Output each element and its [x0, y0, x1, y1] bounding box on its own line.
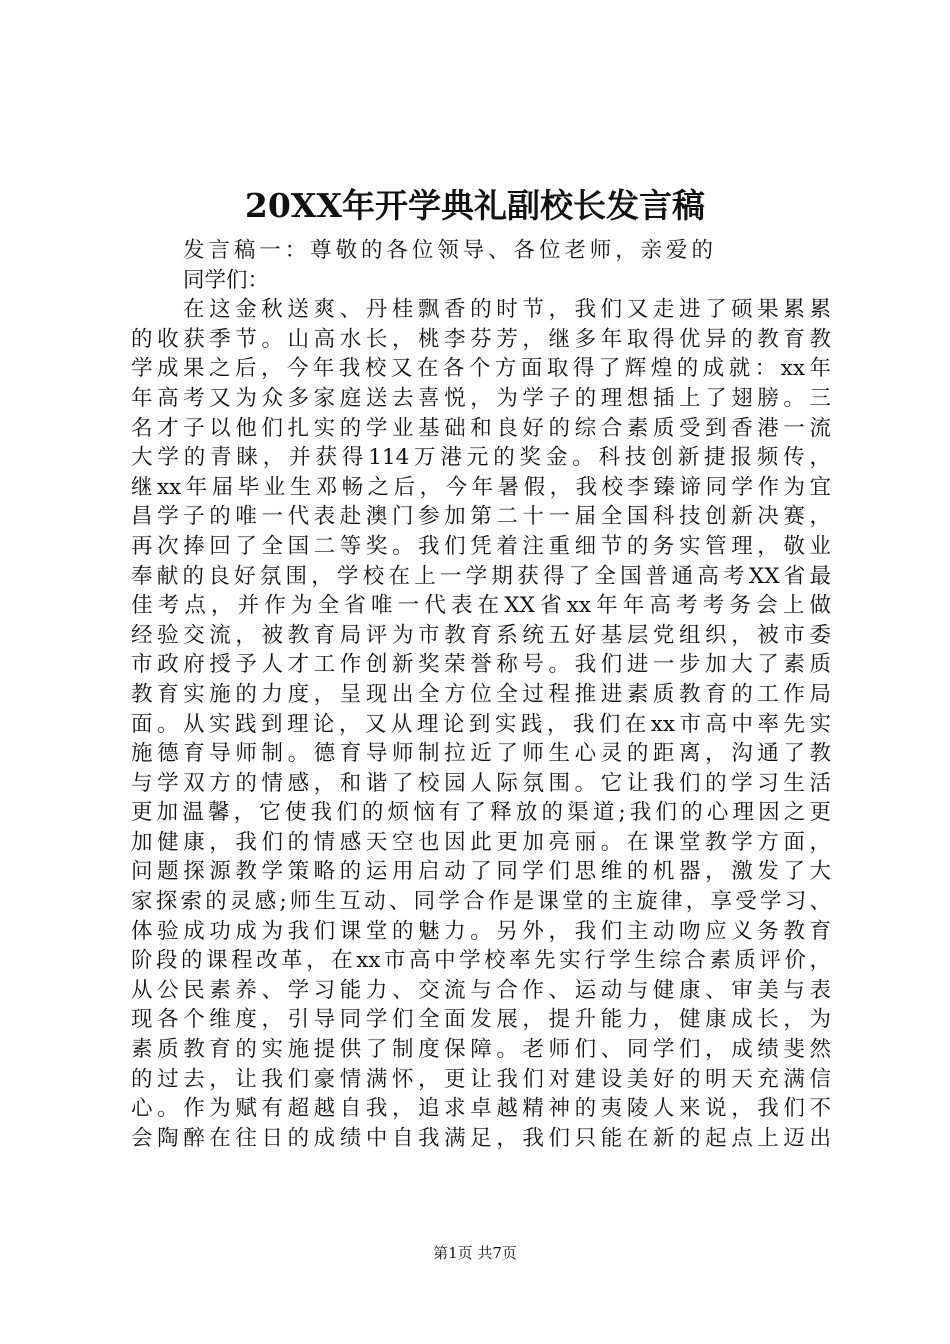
- paragraph-line: 更加温馨，它使我们的烦恼有了释放的渠道;我们的心理因之更: [131, 800, 831, 826]
- paragraph-line: 学成果之后，今年我校又在各个方面取得了辉煌的成就：xx年: [131, 356, 831, 382]
- paragraph-line: 体验成功成为我们课堂的魅力。另外，我们主动吻应义务教育: [131, 918, 831, 944]
- paragraph-line: 问题探源教学策略的运用启动了同学们思维的机器，激发了大: [131, 859, 831, 885]
- document-body: [131, 236, 831, 1153]
- paragraph-line: 从公民素养、学习能力、交流与合作、运动与健康、审美与表: [131, 977, 831, 1003]
- paragraph-line: 经验交流，被教育局评为市教育系统五好基层党组织，被市委: [131, 622, 831, 648]
- greeting-line: 同学们：: [183, 267, 270, 293]
- paragraph-line: 教育实施的力度，呈现出全方位全过程推进素质教育的工作局: [131, 681, 831, 707]
- paragraph-line: 名才子以他们扎实的学业基础和良好的综合素质受到香港一流: [131, 415, 831, 441]
- paragraph-line: 家探索的灵感;师生互动、同学合作是课堂的主旋律，享受学习、: [131, 889, 831, 915]
- greeting-line: 发言稿一：尊敬的各位领导、各位老师，亲爱的: [183, 238, 713, 263]
- paragraph-line: 会陶醉在往日的成绩中自我满足，我们只能在新的起点上迈出: [131, 1125, 831, 1151]
- paragraph-line: 加健康，我们的情感天空也因此更加亮丽。在课堂教学方面，: [131, 829, 831, 855]
- document-title: 20XX年开学典礼副校长发言稿: [244, 186, 706, 225]
- paragraph-line: 继xx年届毕业生邓畅之后，今年暑假，我校李臻谛同学作为宜: [131, 474, 831, 500]
- paragraph-line: 昌学子的唯一代表赴澳门参加第二十一届全国科技创新决赛，: [131, 504, 831, 530]
- paragraph-line: 与学双方的情感，和谐了校园人际氛围。它让我们的学习生活: [131, 770, 831, 796]
- paragraph-line: 大学的青睐，并获得114万港元的奖金。科技创新捷报频传，: [131, 445, 831, 471]
- paragraph-line: 市政府授予人才工作创新奖荣誉称号。我们进一步加大了素质: [131, 652, 831, 678]
- paragraph-line: 素质教育的实施提供了制度保障。老师们、同学们，成绩斐然: [131, 1037, 831, 1063]
- paragraph-line: 佳考点，并作为全省唯一代表在XX省xx年年高考考务会上做: [131, 593, 831, 619]
- paragraph-line: 奉献的良好氛围，学校在上一学期获得了全国普通高考XX省最: [131, 563, 831, 589]
- paragraph-line: 的过去，让我们豪情满怀，更让我们对建设美好的明天充满信: [131, 1066, 831, 1092]
- paragraph-line: 阶段的课程改革，在xx市高中学校率先实行学生综合素质评价，: [131, 948, 831, 974]
- paragraph-line: 现各个维度，引导同学们全面发展，提升能力，健康成长，为: [131, 1007, 831, 1033]
- paragraph-line: 施德育导师制。德育导师制拉近了师生心灵的距离，沟通了教: [131, 741, 831, 767]
- paragraph-line: 在这金秋送爽、丹桂飘香的时节，我们又走进了硕果累累: [183, 297, 831, 323]
- page-number: 第1页 共7页: [433, 1244, 517, 1262]
- paragraph-line: 年高考又为众多家庭送去喜悦，为学子的理想插上了翅膀。三: [131, 385, 831, 411]
- paragraph-line: 的收获季节。山高水长，桃李芬芳，继多年取得优异的教育教: [131, 326, 831, 352]
- paragraph-line: 面。从实践到理论，又从理论到实践，我们在xx市高中率先实: [131, 711, 831, 737]
- paragraph-line: 再次捧回了全国二等奖。我们凭着注重细节的务实管理，敬业: [131, 533, 831, 559]
- paragraph-line: 心。作为赋有超越自我，追求卓越精神的夷陵人来说，我们不: [131, 1096, 831, 1122]
